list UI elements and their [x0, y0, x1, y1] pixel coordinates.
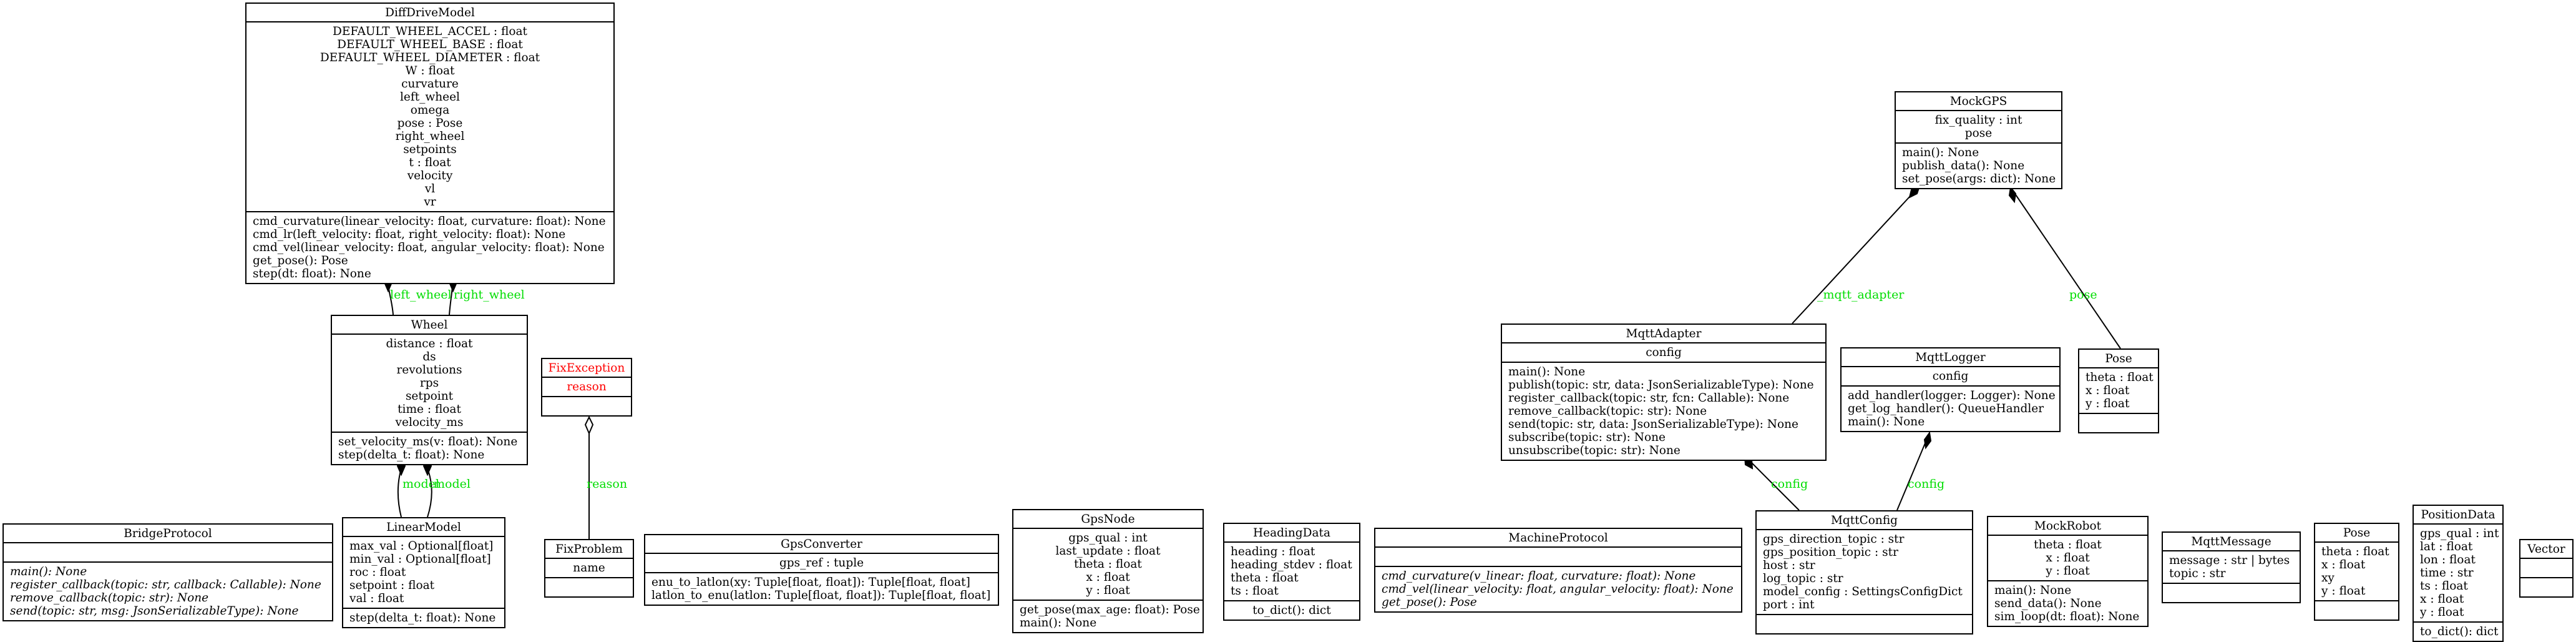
edge-label-config-2: config [1908, 477, 1945, 491]
method: to_dict(): dict [2420, 625, 2499, 638]
attribute: vl [424, 182, 436, 195]
class-name: Pose [2079, 350, 2158, 368]
methods-compartment [1375, 567, 1741, 611]
composition-diamond [2009, 187, 2016, 202]
method: add_handler(logger: Logger): None [1848, 389, 2056, 402]
edge-label-model-2: model [434, 477, 471, 491]
method: register_callback(topic: str, fcn: Callable): None [1508, 392, 1790, 405]
attribute: right_wheel [395, 130, 465, 143]
method: get_pose(max_age: float): Pose [1020, 603, 1200, 616]
attribute: x : float [2321, 558, 2366, 571]
attribute: gps_qual : int [1068, 531, 1148, 545]
class-pose-bottom [2314, 523, 2399, 621]
methods-compartment [2163, 584, 2300, 602]
class-name: PositionData [2414, 506, 2502, 525]
class-bridgeprotocol [2, 523, 333, 621]
attribute: name [573, 561, 605, 575]
method: step(dt: float): None [253, 267, 371, 280]
methods-compartment [1502, 363, 1825, 460]
attribute: omega [410, 104, 450, 117]
composition-diamond [1925, 433, 1931, 448]
class-headingdata [1223, 523, 1360, 621]
attribute: x : float [2420, 593, 2464, 606]
attribute: curvature [401, 77, 459, 91]
attribute: last_update : float [1055, 545, 1161, 558]
class-name: Pose [2315, 524, 2398, 543]
attribute: gps_ref : tuple [779, 556, 864, 570]
method: send(topic: str, msg: JsonSerializableType): None [10, 605, 299, 618]
attributes-compartment [1502, 343, 1825, 363]
class-wheel [331, 315, 528, 465]
method: remove_callback(topic: str): None [10, 591, 209, 605]
attribute: distance : float [386, 337, 473, 350]
attribute: val : float [349, 592, 404, 605]
method: main(): None [10, 565, 87, 578]
attribute: ts : float [2420, 580, 2468, 593]
method: get_pose(): Pose [253, 254, 348, 267]
methods-compartment [1757, 615, 1972, 633]
class-mqttconfig [1755, 510, 1973, 635]
attributes-compartment [1013, 529, 1203, 601]
attribute: topic : str [2169, 567, 2226, 580]
attribute: y : float [1086, 584, 1130, 597]
methods-compartment [246, 212, 613, 283]
class-name: MockRobot [1988, 517, 2147, 536]
class-name: MockGPS [1896, 92, 2061, 111]
attribute: max_val : Optional[float] [349, 540, 494, 553]
attribute: model_config : SettingsConfigDict [1763, 585, 1963, 598]
methods-compartment [2414, 623, 2502, 641]
class-name: Vector [2520, 540, 2572, 559]
edge-label-pose: pose [2069, 288, 2097, 302]
attribute: y : float [2321, 585, 2366, 598]
class-fixexception [541, 358, 632, 417]
class-name: FixException [542, 359, 631, 378]
attributes-compartment [246, 22, 613, 212]
attribute: x : float [2046, 551, 2090, 565]
attributes-compartment [1375, 548, 1741, 567]
attribute: t : float [409, 156, 451, 169]
attributes-compartment [2315, 543, 2398, 601]
attribute: y : float [2086, 397, 2130, 410]
method: publish_data(): None [1902, 159, 2025, 172]
attribute: rps [419, 377, 439, 390]
class-name: MqttLogger [1842, 348, 2059, 367]
attribute: ts : float [1231, 585, 1279, 598]
attributes-compartment [332, 335, 527, 433]
method: get_log_handler(): QueueHandler [1848, 402, 2044, 415]
attribute: revolutions [396, 363, 462, 377]
method: step(delta_t: float): None [338, 448, 485, 462]
methods-compartment [1224, 601, 1359, 620]
attribute: config [1646, 346, 1682, 359]
edge-label-mqtt-adapter: _mqtt_adapter [1817, 288, 1905, 302]
class-name: BridgeProtocol [4, 525, 332, 543]
method: main(): None [1902, 146, 1979, 159]
class-machineprotocol [1374, 528, 1742, 613]
method: cmd_vel(linear_velocity: float, angular_velocity: float): None [1382, 583, 1734, 596]
method: step(delta_t: float): None [349, 611, 496, 625]
attributes-compartment [542, 378, 631, 397]
attribute: left_wheel [400, 91, 460, 104]
methods-compartment [1013, 601, 1203, 632]
attribute: W : float [405, 64, 455, 77]
edge-label-left-wheel: left_wheel [390, 288, 452, 302]
edge-label-config-1: config [1771, 477, 1808, 491]
attributes-compartment [545, 559, 633, 578]
attributes-compartment [343, 537, 504, 609]
class-name: HeadingData [1224, 524, 1359, 543]
class-name: MqttConfig [1757, 511, 1972, 530]
class-pose-top [2078, 348, 2159, 433]
attribute: log_topic : str [1763, 572, 1843, 585]
method: main(): None [1848, 415, 1925, 428]
class-name: MachineProtocol [1375, 529, 1741, 548]
attribute: heading_stdev : float [1231, 558, 1352, 571]
class-name: Wheel [332, 316, 527, 335]
class-positiondata [2413, 505, 2504, 642]
attributes-compartment [1224, 543, 1359, 601]
attribute: y : float [2420, 606, 2464, 619]
attribute: ds [422, 350, 436, 363]
attribute: theta : float [2086, 371, 2154, 384]
methods-compartment [343, 609, 504, 627]
methods-compartment [1842, 387, 2059, 431]
method: cmd_vel(linear_velocity: float, angular_velocity: float): None [253, 241, 605, 254]
method: remove_callback(topic: str): None [1508, 405, 1707, 418]
attribute: DEFAULT_WHEEL_BASE : float [337, 38, 523, 51]
method: main(): None [1994, 584, 2072, 597]
class-name: GpsConverter [645, 535, 998, 554]
class-name: MqttMessage [2163, 533, 2300, 551]
method: unsubscribe(topic: str): None [1508, 444, 1681, 457]
class-mockrobot [1987, 516, 2149, 627]
class-name: MqttAdapter [1502, 325, 1825, 343]
class-gpsnode [1012, 509, 1204, 633]
attribute: fix_quality : int [1934, 114, 2022, 127]
attributes-compartment [2079, 368, 2158, 414]
attribute: theta : float [2321, 545, 2389, 558]
method: set_pose(args: dict): None [1902, 172, 2056, 185]
methods-compartment [4, 563, 332, 620]
attribute: x : float [2086, 384, 2130, 397]
class-mqttmessage [2162, 531, 2301, 603]
methods-compartment [2315, 601, 2398, 620]
attribute: velocity [407, 169, 453, 182]
class-mockgps [1895, 91, 2062, 189]
methods-compartment [1988, 581, 2147, 626]
attribute: DEFAULT_WHEEL_ACCEL : float [333, 25, 527, 38]
attribute: setpoint : float [349, 579, 435, 592]
attribute: roc : float [349, 566, 406, 579]
edge-model-2 [427, 468, 432, 517]
attribute: setpoint [405, 390, 454, 403]
method: main(): None [1020, 616, 1097, 630]
methods-compartment [332, 433, 527, 464]
method: get_pose(): Pose [1382, 596, 1477, 609]
edge-mqtt-adapter [1792, 187, 1918, 323]
attribute: gps_position_topic : str [1763, 546, 1898, 559]
aggregation-diamond [585, 417, 593, 433]
method: cmd_lr(left_velocity: float, right_velocity: float): None [253, 228, 566, 241]
attribute: pose : Pose [397, 117, 463, 130]
attribute: heading : float [1231, 545, 1315, 558]
method: latlon_to_enu(latlon: Tuple[float, float]): Tuple[float, float] [651, 589, 991, 602]
attribute: theta : float [1231, 571, 1299, 585]
method: send_data(): None [1994, 597, 2102, 610]
method: cmd_curvature(linear_velocity: float, curvature: float): None [253, 215, 606, 228]
class-name: GpsNode [1013, 510, 1203, 529]
attribute: port : int [1763, 598, 1815, 611]
class-name: DiffDriveModel [246, 4, 613, 22]
method: cmd_curvature(v_linear: float, curvature: float): None [1382, 570, 1696, 583]
method: main(): None [1508, 365, 1586, 378]
methods-compartment [2079, 414, 2158, 432]
methods-compartment [545, 578, 633, 596]
attribute: xy [2321, 571, 2334, 585]
attribute: gps_direction_topic : str [1763, 533, 1905, 546]
attribute: time : str [2420, 566, 2474, 580]
attribute: lon : float [2420, 553, 2476, 566]
edge-model-1 [398, 468, 401, 517]
attribute: pose [1964, 127, 1993, 140]
method: send(topic: str, data: JsonSerializableType): None [1508, 418, 1798, 431]
class-vector [2519, 539, 2574, 598]
attributes-compartment [1757, 530, 1972, 615]
attribute: time : float [398, 403, 461, 416]
attribute: message : str | bytes [2169, 554, 2290, 567]
attribute: gps_qual : int [2420, 527, 2499, 540]
class-mqttlogger [1840, 347, 2061, 432]
method: publish(topic: str, data: JsonSerializableType): None [1508, 378, 1814, 392]
class-diffdrivemodel [245, 2, 615, 284]
attribute: reason [567, 380, 607, 393]
edge-pose [2011, 187, 2120, 348]
attributes-compartment [1896, 111, 2061, 144]
method: subscribe(topic: str): None [1508, 431, 1666, 444]
edge-label-right-wheel: right_wheel [454, 288, 525, 302]
attribute: setpoints [403, 143, 457, 156]
attributes-compartment [1842, 367, 2059, 387]
attribute: DEFAULT_WHEEL_DIAMETER : float [320, 51, 540, 64]
attribute: velocity_ms [395, 416, 464, 429]
method: register_callback(topic: str, callback: Callable): None [10, 578, 321, 591]
attributes-compartment [2163, 551, 2300, 584]
methods-compartment [645, 573, 998, 605]
attribute: y : float [2046, 565, 2090, 578]
attributes-compartment [4, 543, 332, 563]
method: enu_to_latlon(xy: Tuple[float, float]): Tuple[float, float] [651, 576, 970, 589]
attribute: x : float [1086, 571, 1130, 584]
methods-compartment [542, 397, 631, 415]
method: sim_loop(dt: float): None [1994, 610, 2140, 623]
attribute: theta : float [2034, 538, 2102, 551]
class-fixproblem [544, 539, 634, 598]
class-name: FixProblem [545, 540, 633, 559]
attributes-compartment [2520, 559, 2572, 578]
class-gpsconverter [644, 534, 999, 606]
attributes-compartment [1988, 536, 2147, 581]
edge-label-reason: reason [587, 477, 628, 491]
attributes-compartment [2414, 525, 2502, 623]
methods-compartment [1896, 144, 2061, 188]
attribute: vr [424, 195, 436, 209]
method: to_dict(): dict [1252, 604, 1331, 617]
attribute: min_val : Optional[float] [349, 553, 491, 566]
attribute: lat : float [2420, 540, 2473, 553]
method: set_velocity_ms(v: float): None [338, 435, 518, 448]
attribute: theta : float [1074, 558, 1142, 571]
methods-compartment [2520, 578, 2572, 596]
attribute: config [1932, 370, 1969, 383]
class-mqttadapter [1501, 323, 1827, 461]
attribute: host : str [1763, 559, 1815, 572]
class-name: LinearModel [343, 518, 504, 537]
attributes-compartment [645, 554, 998, 573]
edge-label-model-1: model [402, 477, 439, 491]
class-linearmodel [342, 517, 505, 628]
